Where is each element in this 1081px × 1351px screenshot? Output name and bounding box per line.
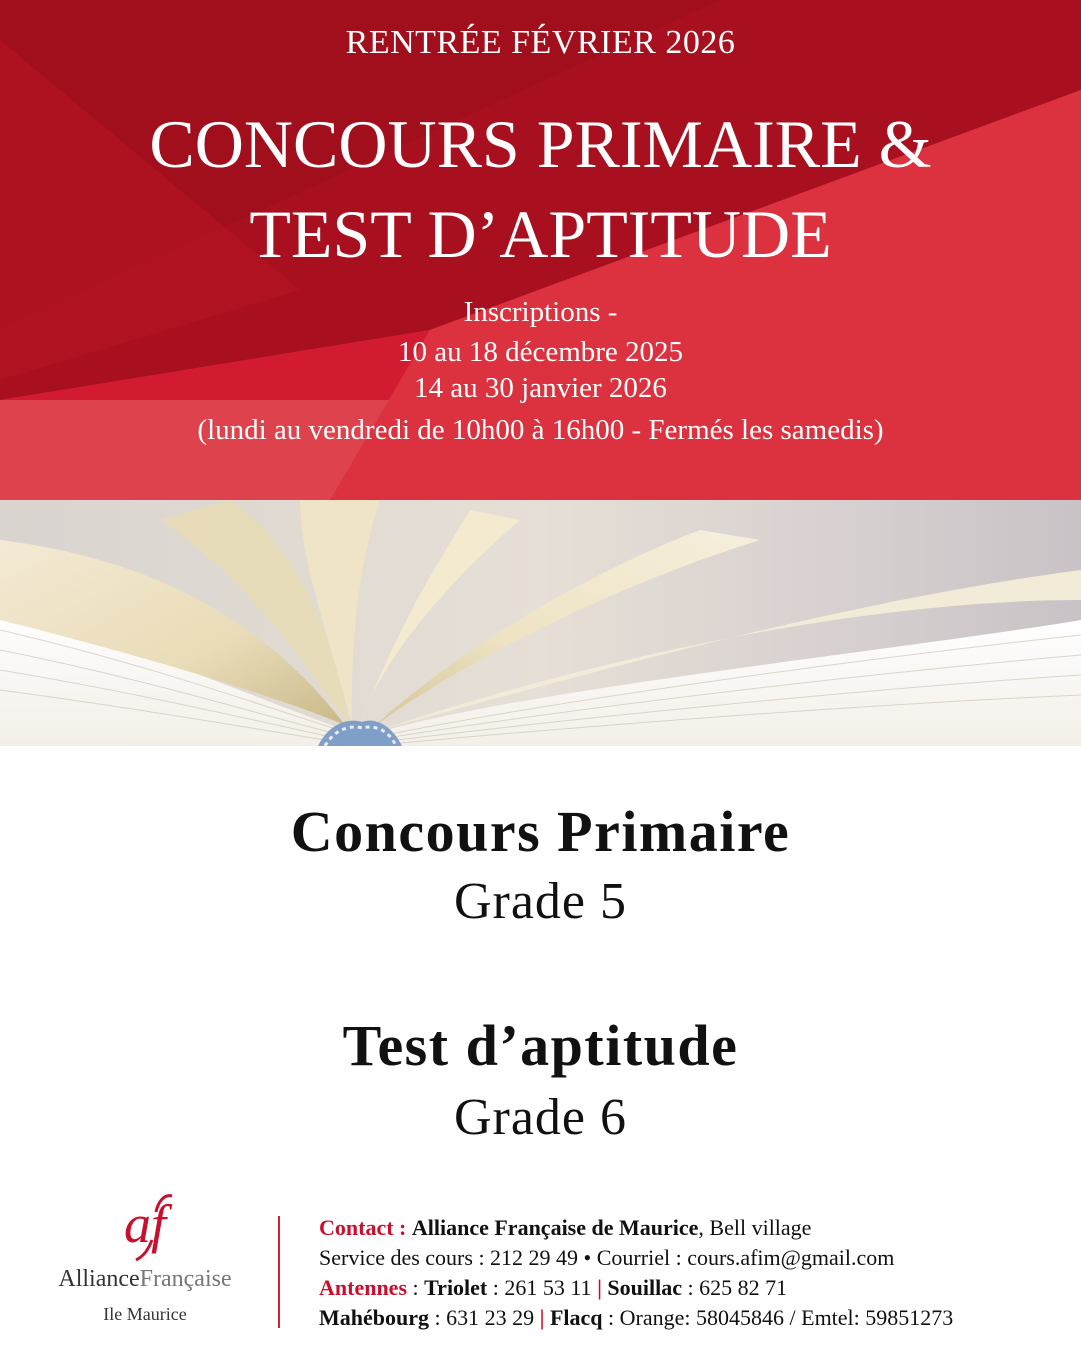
alliance-francaise-logo	[40, 1190, 250, 1340]
title-line-1: CONCOURS PRIMAIRE &	[149, 106, 932, 182]
test-aptitude-title: Test d’aptitude	[342, 1013, 739, 1078]
logo-subtitle: Ile Maurice	[103, 1304, 187, 1324]
contact-line-2: Service des cours : 212 29 49 • Courriel : cours.afim@gmail.com	[319, 1245, 895, 1270]
contact-line-1: Contact : Alliance Française de Maurice, Bell village	[319, 1215, 812, 1240]
footer-divider	[278, 1216, 280, 1328]
rentree-label: RENTRÉE FÉVRIER 2026	[345, 24, 736, 61]
af-monogram-icon	[40, 1190, 250, 1264]
date-range-2: 14 au 30 janvier 2026	[414, 372, 667, 404]
concours-primaire-title: Concours Primaire	[290, 799, 791, 864]
header-banner	[0, 0, 1081, 500]
svg-text:af: af	[123, 1194, 167, 1254]
concours-primaire-grade: Grade 5	[453, 873, 628, 930]
inscriptions-label: Inscriptions -	[463, 296, 618, 328]
opening-hours: (lundi au vendredi de 10h00 à 16h00 - Fermés les samedis)	[197, 414, 884, 446]
date-range-1: 10 au 18 décembre 2025	[397, 336, 684, 368]
contact-line-3: Antennes : Triolet : 261 53 11 | Souillac : 625 82 71	[319, 1275, 788, 1300]
book-photo	[0, 500, 1081, 746]
title-line-2: TEST D’APTITUDE	[249, 196, 832, 272]
test-aptitude-grade: Grade 6	[453, 1089, 628, 1146]
contact-line-4: Mahébourg : 631 23 29 | Flacq : Orange: 58045846 / Emtel: 59851273	[319, 1305, 954, 1330]
contact-block	[319, 1213, 1069, 1333]
logo-wordmark: AllianceFrançaise	[58, 1266, 232, 1292]
